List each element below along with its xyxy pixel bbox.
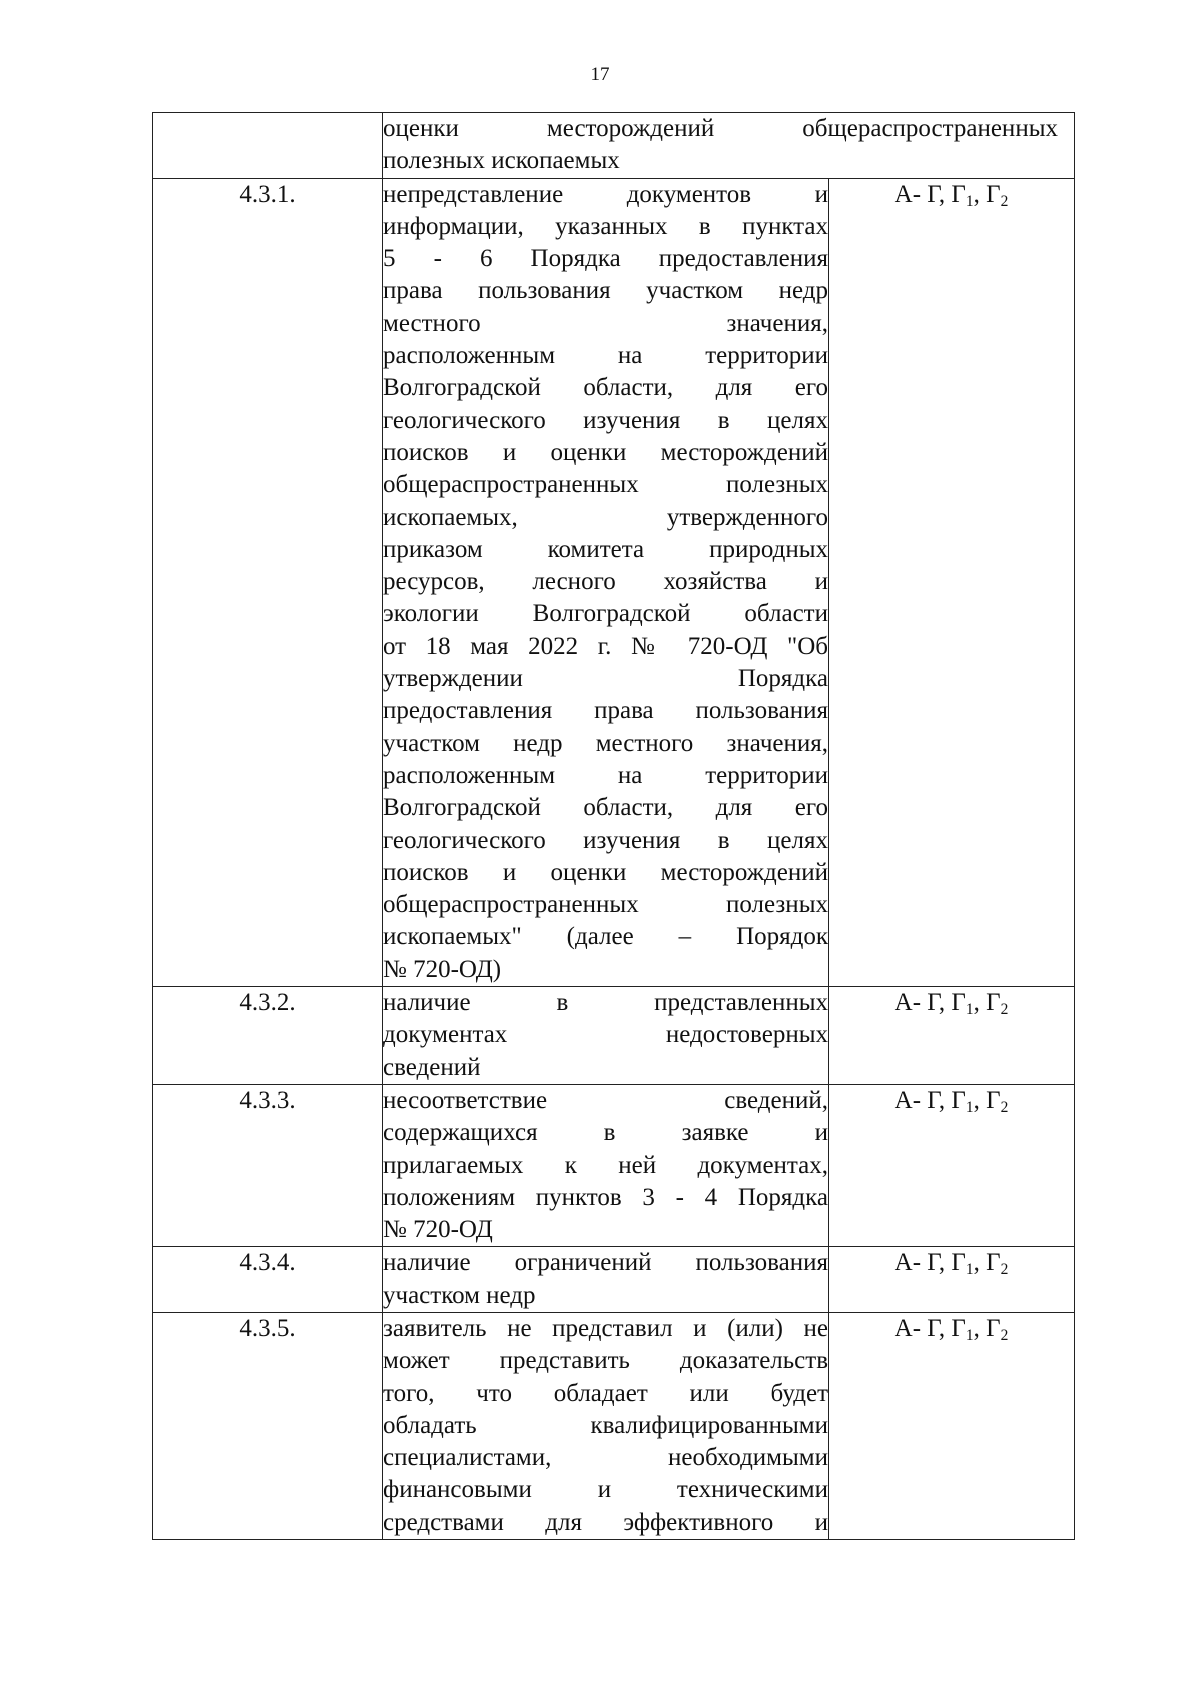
row-text — [383, 1084, 829, 1246]
text-line: положениям пунктов 3 - 4 Порядка — [383, 1183, 828, 1211]
category-mid: , Г — [973, 989, 1001, 1017]
text-line: местного значения, — [383, 309, 828, 337]
text-line: № 720-ОД — [383, 1216, 493, 1244]
row-text — [383, 1247, 829, 1313]
text-line: ископаемых" (далее – Порядок — [383, 923, 828, 951]
text-line: ресурсов, лесного хозяйства и — [383, 568, 828, 596]
table-row — [153, 1247, 1075, 1313]
category-value — [895, 1315, 1009, 1342]
text-line: экологии Волгоградской области — [383, 600, 828, 628]
row-text — [383, 113, 1075, 179]
category-prefix: А- Г, Г — [894, 989, 966, 1017]
text-line: документах недостоверных — [383, 1021, 828, 1049]
text-line: может представить доказательств — [383, 1347, 828, 1375]
category-value — [895, 1087, 1009, 1114]
table-row — [153, 1084, 1075, 1246]
category-value — [894, 1249, 1009, 1279]
category-value — [895, 181, 1009, 208]
text-line: сведений — [383, 1053, 481, 1081]
text-line: 5 - 6 Порядка предоставления — [383, 245, 828, 273]
row-text — [383, 1312, 829, 1539]
text-line: финансовыми и техническими — [383, 1476, 828, 1504]
text-line: расположенным на территории — [383, 761, 828, 789]
text-line: общераспространенных полезных — [383, 471, 828, 499]
text-line: информации, указанных в пунктах — [383, 212, 828, 240]
table-body — [153, 113, 1075, 1540]
text-line: поисков и оценки месторождений — [383, 858, 828, 886]
category-subscript: 2 — [1000, 1000, 1009, 1018]
row-number: 4.3.2. — [153, 987, 383, 1085]
category-subscript: 1 — [965, 192, 974, 210]
category-subscript: 1 — [965, 1326, 974, 1344]
text-line: геологического изучения в целях — [383, 826, 828, 854]
text-line: от 18 мая 2022 г. № 720-ОД "Об — [383, 632, 828, 660]
page-number: 17 — [590, 64, 610, 85]
category-mid: , Г — [973, 180, 1001, 208]
row-number: 4.3.1. — [153, 178, 383, 986]
row-number — [153, 113, 383, 179]
text-line: права пользования участком недр — [383, 277, 828, 305]
category-mid: , Г — [973, 1086, 1001, 1114]
row-text — [383, 178, 829, 986]
text-line: заявитель не представил и (или) не — [383, 1314, 828, 1342]
text-line: ископаемых, утвержденного — [383, 503, 828, 531]
row-category — [829, 178, 1075, 986]
category-mid: , Г — [973, 1249, 1001, 1277]
text-line: предоставления права пользования — [383, 697, 828, 725]
table-row — [153, 113, 1075, 179]
text-line: участком недр — [383, 1281, 536, 1309]
category-mid: , Г — [973, 1314, 1001, 1342]
text-line: общераспространенных полезных — [383, 891, 828, 919]
text-line: приказом комитета природных — [383, 535, 828, 563]
text-line: обладать квалифицированными — [383, 1411, 828, 1439]
text-line: оценки месторождений общераспространенных — [383, 115, 1058, 142]
text-line: поисков и оценки месторождений — [383, 438, 828, 466]
text-line: утверждении Порядка — [383, 665, 828, 693]
text-line: наличие в представленных — [383, 989, 828, 1017]
text-line: непредставление документов и — [383, 180, 828, 208]
text-line: специалистами, необходимыми — [383, 1444, 828, 1472]
text-line: участком недр местного значения, — [383, 729, 828, 757]
text-line: содержащихся в заявке и — [383, 1119, 828, 1147]
category-value — [895, 989, 1009, 1016]
category-subscript: 2 — [1000, 1261, 1009, 1279]
row-text — [383, 987, 829, 1085]
category-subscript: 1 — [965, 1000, 974, 1018]
category-subscript: 2 — [1000, 192, 1009, 210]
row-category — [829, 987, 1075, 1085]
category-prefix: А- Г, Г — [894, 1086, 966, 1114]
category-subscript: 2 — [1000, 1098, 1009, 1116]
text-line: Волгоградской области, для его — [383, 794, 828, 822]
category-subscript: 1 — [965, 1261, 974, 1279]
text-line: средствами для эффективного и — [383, 1508, 828, 1536]
grounds-table — [152, 112, 1075, 1540]
text-line: № 720-ОД) — [383, 955, 502, 983]
text-line: геологического изучения в целях — [383, 406, 828, 434]
category-prefix: А- Г, Г — [894, 1249, 966, 1277]
category-prefix: А- Г, Г — [894, 1314, 966, 1342]
text-line: Волгоградской области, для его — [383, 374, 828, 402]
category-prefix: А- Г, Г — [894, 180, 966, 208]
table-row — [153, 987, 1075, 1085]
row-category — [829, 1312, 1075, 1539]
text-line: расположенным на территории — [383, 342, 828, 370]
row-number: 4.3.4. — [153, 1247, 383, 1313]
text-line: несоответствие сведений, — [383, 1086, 828, 1114]
text-line: полезных ископаемых — [383, 147, 620, 175]
row-category — [829, 1247, 1075, 1313]
text-line: того, что обладает или будет — [383, 1379, 828, 1407]
table-row — [153, 1312, 1075, 1539]
table-row — [153, 178, 1075, 986]
row-category — [829, 1084, 1075, 1246]
category-subscript: 2 — [1000, 1326, 1009, 1344]
category-subscript: 1 — [965, 1098, 974, 1116]
row-number: 4.3.3. — [153, 1084, 383, 1246]
text-line: прилагаемых к ней документах, — [383, 1151, 828, 1179]
row-number: 4.3.5. — [153, 1312, 383, 1539]
text-line: наличие ограничений пользования — [383, 1249, 828, 1277]
